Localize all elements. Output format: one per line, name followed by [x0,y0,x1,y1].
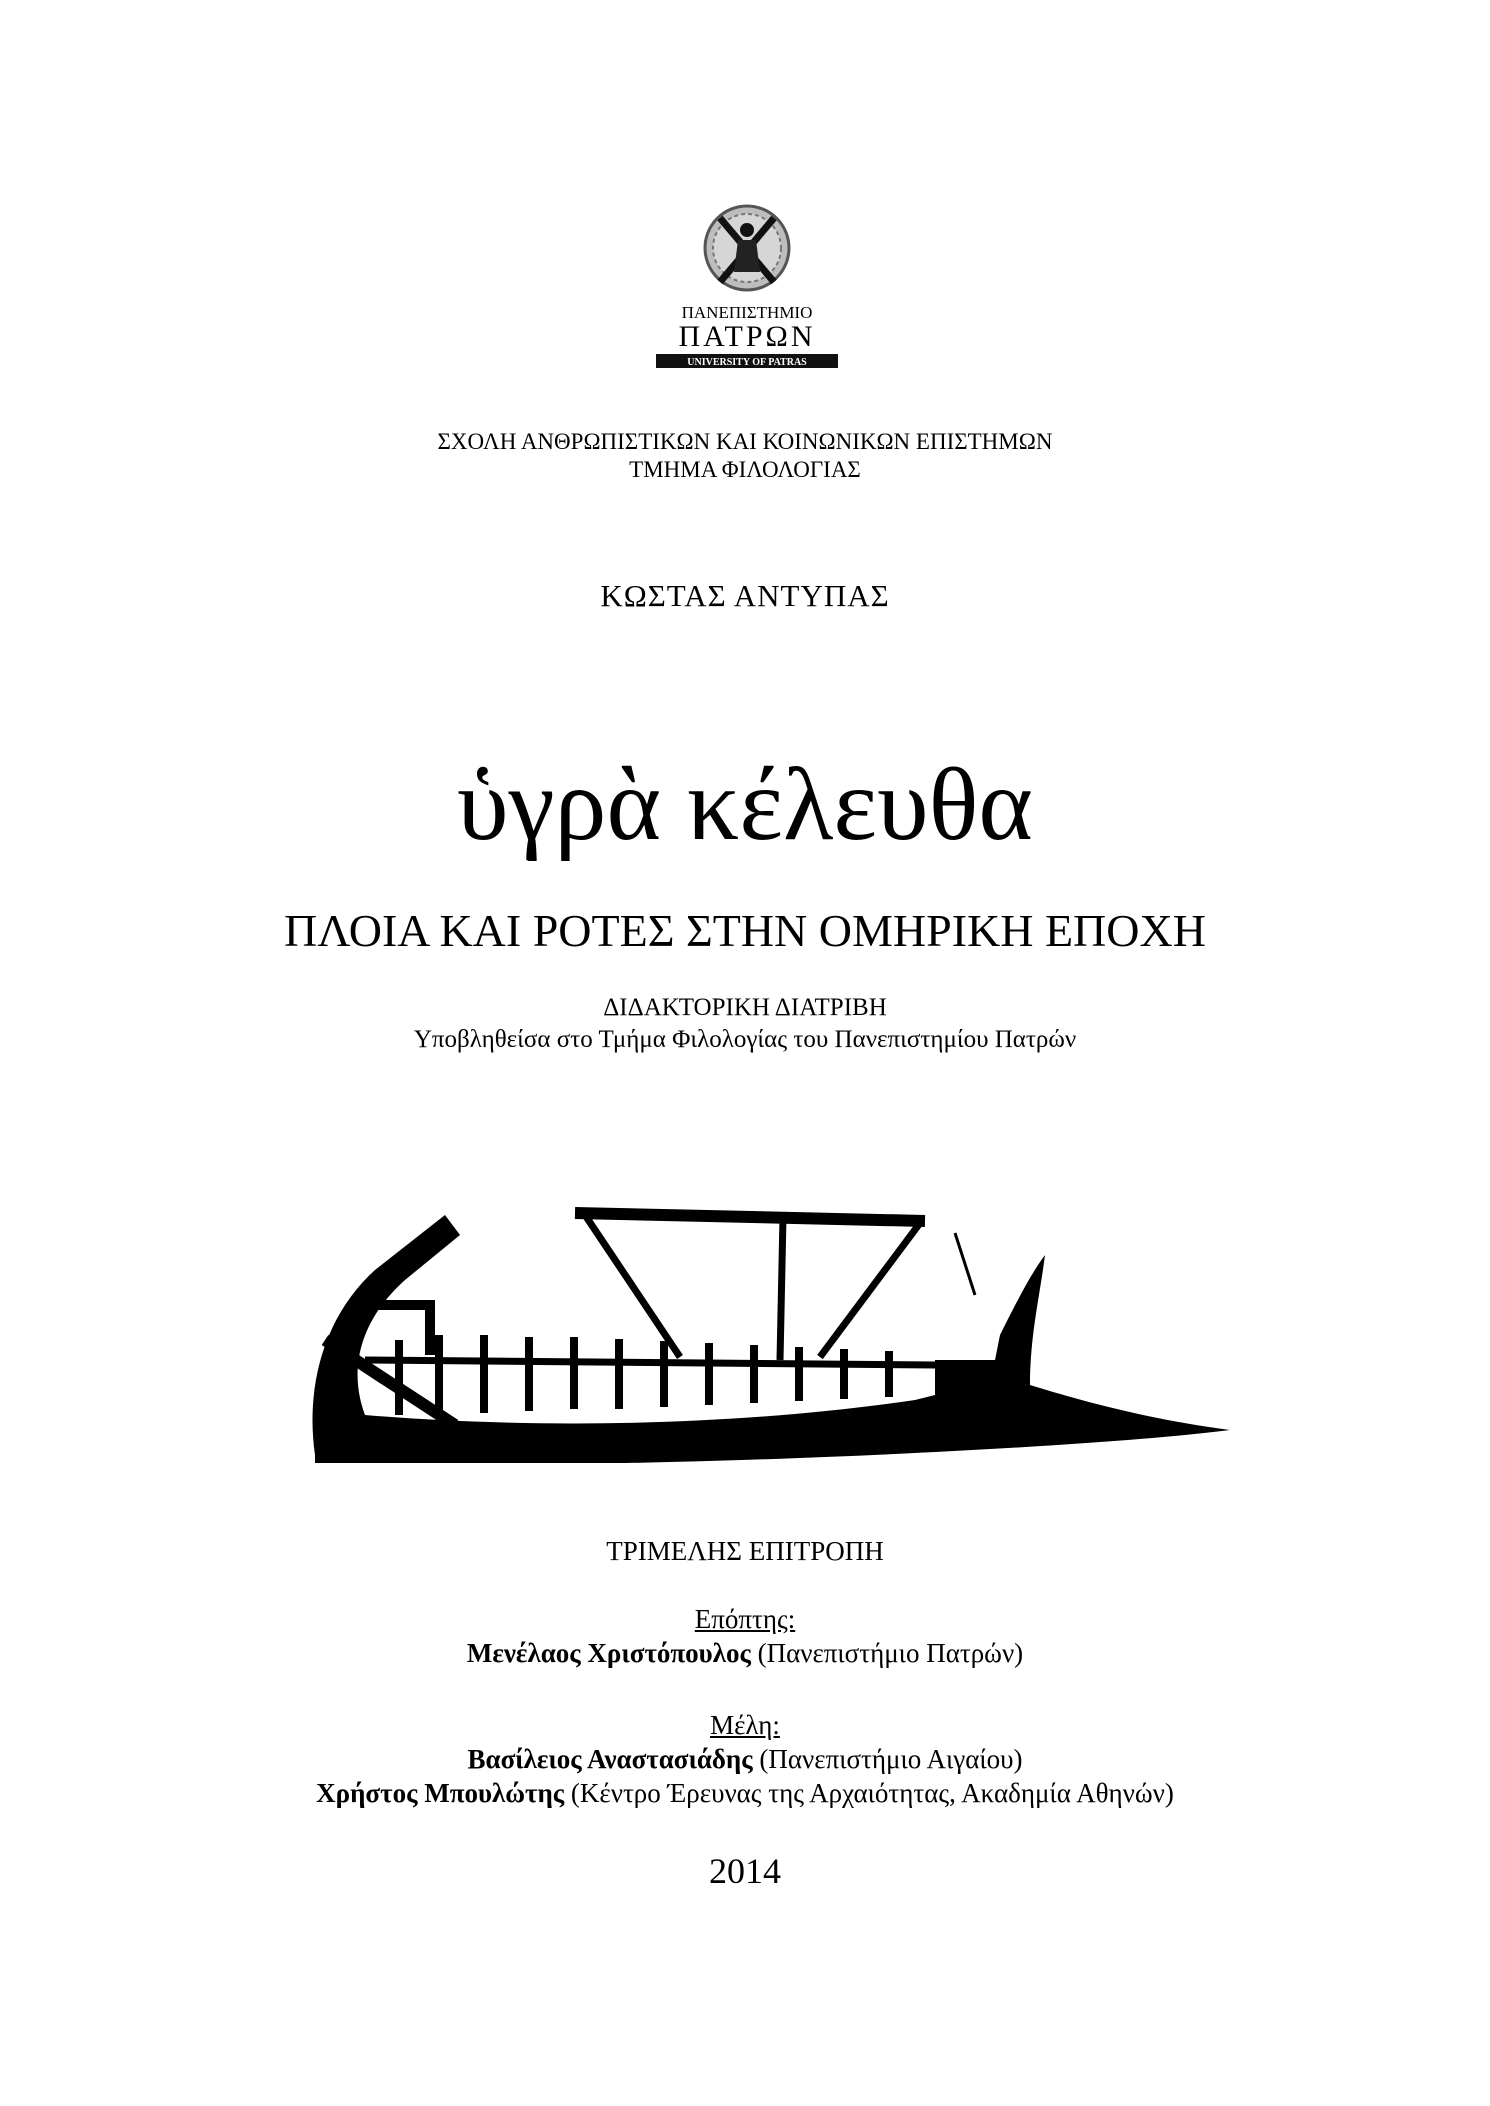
supervisor-label: Επόπτης: [694,1604,796,1634]
member-line-2 [0,1778,1490,1809]
thesis-type: ΔΙΔΑΚΤΟΡΙΚΗ ΔΙΑΤΡΙΒΗ [603,994,887,1021]
member2-name: Χρήστος Μπουλώτης [316,1778,565,1808]
logo-line3: UNIVERSITY OF PATRAS [687,357,807,368]
member1-name: Βασίλειος Αναστασιάδης [467,1744,753,1774]
committee-heading: ΤΡΙΜΕΛΗΣ ΕΠΙΤΡΟΠΗ [606,1536,884,1566]
logo-line1: ΠΑΝΕΠΙΣΤΗΜΙΟ [681,303,813,322]
university-logo [652,190,842,380]
ancient-ship-illustration [295,1185,1245,1465]
supervisor-affiliation: (Πανεπιστήμιο Πατρών) [750,1638,1024,1668]
supervisor-line [0,1638,1490,1669]
thesis-title: ὑγρὰ κέλευθα [457,747,1033,862]
university-seal-emblem [652,190,842,380]
member2-affiliation: (Κέντρο Έρευνας της Αρχαιότητας, Ακαδημία Αθηνών) [564,1778,1174,1808]
logo-line2: ΠΑΤΡΩΝ [678,320,816,353]
member-line-1 [0,1744,1490,1775]
author-name: ΚΩΣΤΑΣ ΑΝΤΥΠΑΣ [600,578,890,613]
thesis-subtitle: ΠΛΟΙΑ ΚΑΙ ΡΟΤΕΣ ΣΤΗΝ ΟΜΗΡΙΚΗ ΕΠΟΧΗ [284,905,1206,956]
member1-affiliation: (Πανεπιστήμιο Αιγαίου) [752,1744,1023,1774]
year: 2014 [709,1851,781,1891]
department-name: ΤΜΗΜΑ ΦΙΛΟΛΟΓΙΑΣ [629,457,861,482]
faculty-name: ΣΧΟΛΗ ΑΝΘΡΩΠΙΣΤΙΚΩΝ ΚΑΙ ΚΟΙΝΩΝΙΚΩΝ ΕΠΙΣΤΗΜΩΝ [437,429,1053,454]
members-label: Μέλη: [710,1710,780,1740]
thesis-submission-note: Υποβληθείσα στο Τμήμα Φιλολογίας του Πανεπιστημίου Πατρών [413,1026,1077,1053]
supervisor-name: Μενέλαος Χριστόπουλος [466,1638,751,1668]
